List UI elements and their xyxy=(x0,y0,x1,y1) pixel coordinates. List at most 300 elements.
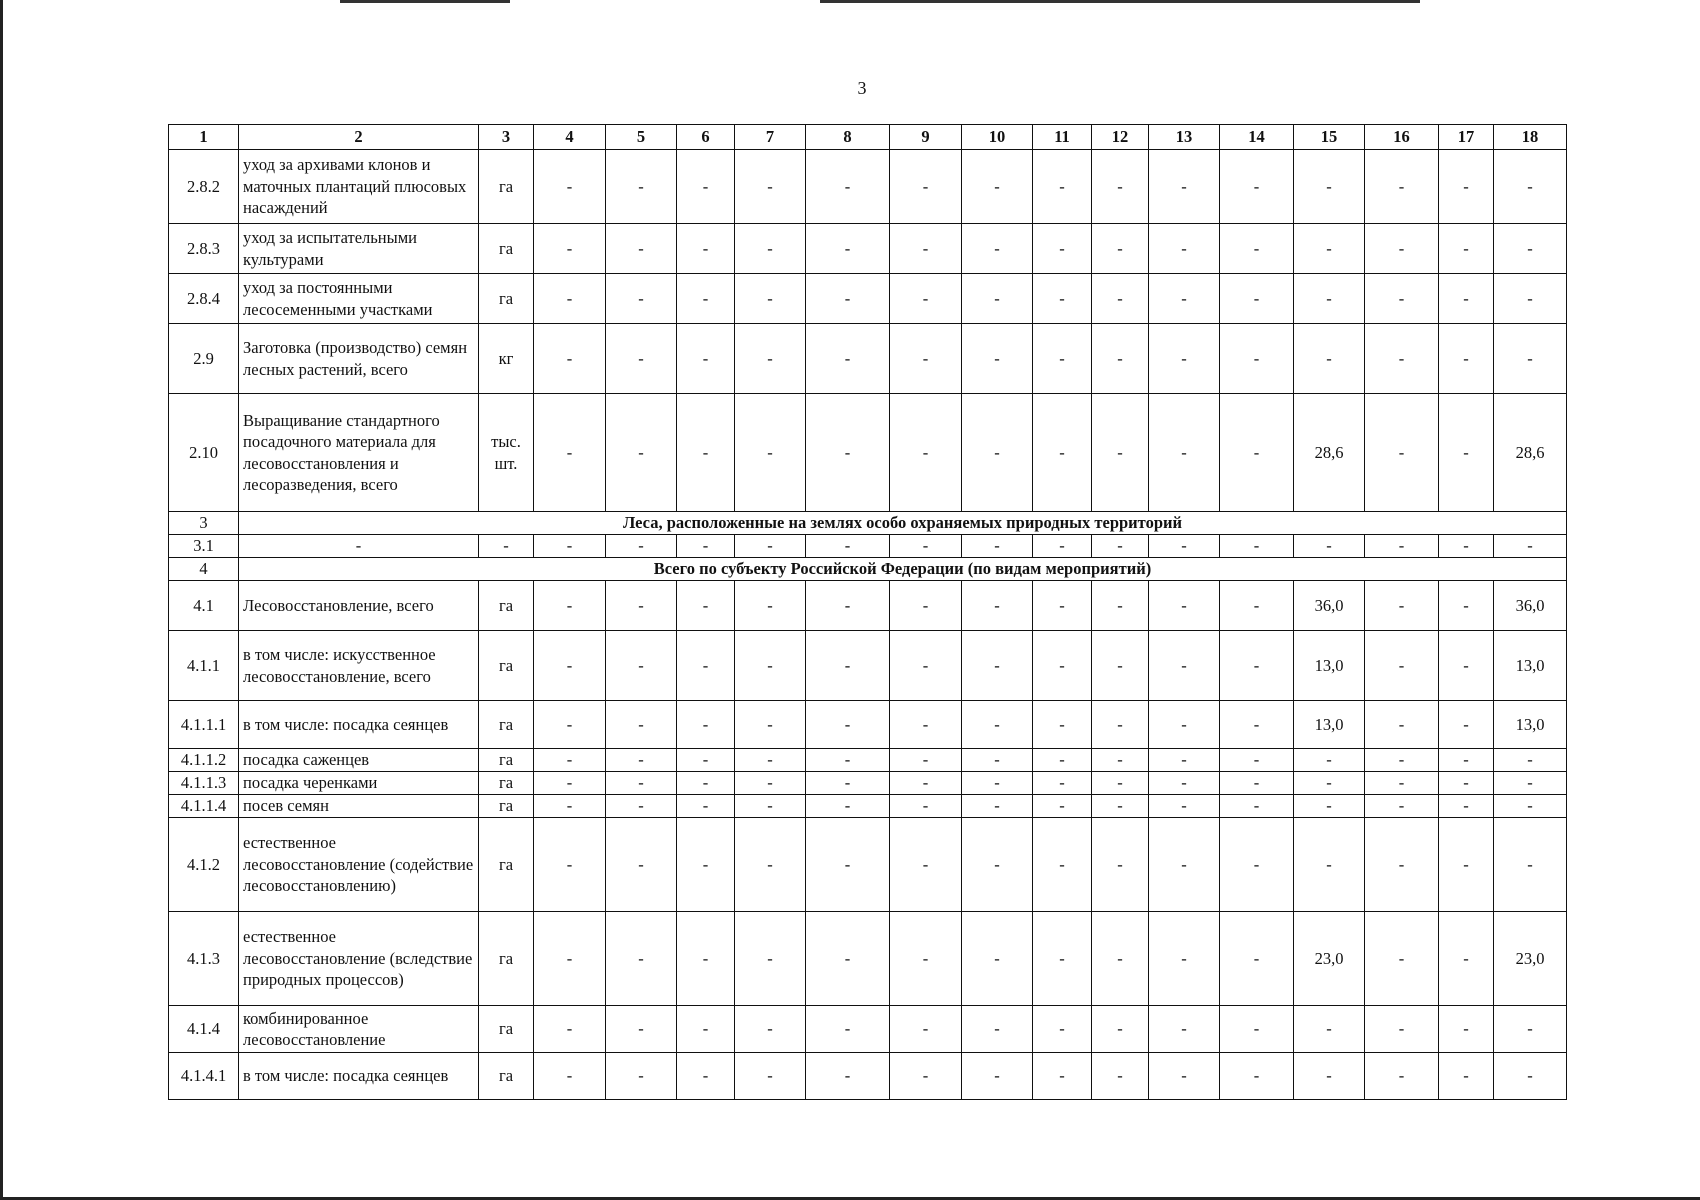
value-cell: - xyxy=(1220,581,1294,631)
measure-name: Лесовосстановление, всего xyxy=(239,581,479,631)
value-cell: - xyxy=(677,224,735,274)
measure-name: Выращивание стандартного посадочного материала для лесовосстановления и лесоразведения, всего xyxy=(239,394,479,512)
measure-name: естественное лесовосстановление (содействие лесовосстановлению) xyxy=(239,818,479,912)
measure-name: посев семян xyxy=(239,795,479,818)
row-number: 4.1.4 xyxy=(169,1006,239,1053)
value-cell: - xyxy=(1439,912,1494,1006)
column-number-header-cell: 1 xyxy=(169,125,239,150)
value-cell: - xyxy=(806,749,890,772)
value-cell: - xyxy=(1220,274,1294,324)
value-cell: - xyxy=(735,818,806,912)
value-cell: - xyxy=(890,631,962,701)
value-cell: - xyxy=(1092,394,1149,512)
value-cell: - xyxy=(962,394,1033,512)
value-cell: - xyxy=(890,1006,962,1053)
unit-cell: га xyxy=(479,749,534,772)
scan-artifact xyxy=(340,0,510,3)
value-cell: - xyxy=(1033,818,1092,912)
table-body xyxy=(169,150,1567,1100)
scan-artifact xyxy=(820,0,1420,3)
value-cell: - xyxy=(1220,394,1294,512)
value-cell: - xyxy=(1149,581,1220,631)
value-cell: - xyxy=(1365,1053,1439,1100)
value-cell: - xyxy=(1220,818,1294,912)
row-number: 2.9 xyxy=(169,324,239,394)
value-cell: - xyxy=(1092,772,1149,795)
value-cell: - xyxy=(890,150,962,224)
value-cell: - xyxy=(1033,224,1092,274)
row-number: 4.1.2 xyxy=(169,818,239,912)
value-cell: - xyxy=(1294,818,1365,912)
column-number-header-cell: 10 xyxy=(962,125,1033,150)
value-cell: - xyxy=(1365,912,1439,1006)
value-cell: - xyxy=(534,818,606,912)
row-number: 2.10 xyxy=(169,394,239,512)
forest-measures-table xyxy=(168,124,1567,1100)
value-cell: - xyxy=(1294,324,1365,394)
column-number-header-cell: 12 xyxy=(1092,125,1149,150)
value-cell: - xyxy=(606,394,677,512)
value-cell: - xyxy=(1092,581,1149,631)
column-number-header xyxy=(169,125,1567,150)
value-cell: - xyxy=(1365,749,1439,772)
measure-name: посадка саженцев xyxy=(239,749,479,772)
value-cell: - xyxy=(1294,274,1365,324)
value-cell: - xyxy=(1365,274,1439,324)
value-cell: 13,0 xyxy=(1294,701,1365,749)
column-number-header-cell: 14 xyxy=(1220,125,1294,150)
value-cell: - xyxy=(606,535,677,558)
table-row xyxy=(169,394,1567,512)
value-cell: 36,0 xyxy=(1494,581,1567,631)
value-cell: - xyxy=(962,324,1033,394)
value-cell: - xyxy=(1149,818,1220,912)
value-cell: - xyxy=(1294,150,1365,224)
value-cell: - xyxy=(735,274,806,324)
column-number-header-cell: 9 xyxy=(890,125,962,150)
column-number-header-cell: 13 xyxy=(1149,125,1220,150)
value-cell: - xyxy=(1033,150,1092,224)
value-cell: - xyxy=(962,631,1033,701)
value-cell: - xyxy=(1092,1006,1149,1053)
unit-cell: га xyxy=(479,701,534,749)
value-cell: - xyxy=(1149,772,1220,795)
value-cell: - xyxy=(890,701,962,749)
value-cell: - xyxy=(677,324,735,394)
unit-cell: га xyxy=(479,795,534,818)
value-cell: - xyxy=(962,581,1033,631)
value-cell: - xyxy=(735,749,806,772)
value-cell: - xyxy=(1365,701,1439,749)
value-cell: - xyxy=(1033,912,1092,1006)
unit-cell: га xyxy=(479,1006,534,1053)
unit-cell: га xyxy=(479,581,534,631)
value-cell: - xyxy=(534,1053,606,1100)
value-cell: - xyxy=(606,324,677,394)
value-cell: - xyxy=(735,224,806,274)
unit-cell: тыс. шт. xyxy=(479,394,534,512)
value-cell: - xyxy=(606,912,677,1006)
table-row xyxy=(169,772,1567,795)
value-cell: - xyxy=(1439,1053,1494,1100)
value-cell: - xyxy=(1033,749,1092,772)
value-cell: - xyxy=(1439,795,1494,818)
row-number: 4.1 xyxy=(169,581,239,631)
row-number: 4.1.1 xyxy=(169,631,239,701)
value-cell: - xyxy=(962,818,1033,912)
value-cell: - xyxy=(806,274,890,324)
measure-name: уход за постоянными лесосеменными участками xyxy=(239,274,479,324)
table-row xyxy=(169,274,1567,324)
value-cell: - xyxy=(677,795,735,818)
value-cell: - xyxy=(1033,324,1092,394)
value-cell: - xyxy=(806,581,890,631)
value-cell: - xyxy=(1439,535,1494,558)
unit-cell: га xyxy=(479,912,534,1006)
column-number-header-cell: 6 xyxy=(677,125,735,150)
value-cell: - xyxy=(890,912,962,1006)
value-cell: - xyxy=(1439,150,1494,224)
value-cell: - xyxy=(1365,772,1439,795)
value-cell: - xyxy=(890,581,962,631)
value-cell: - xyxy=(534,912,606,1006)
value-cell: - xyxy=(677,631,735,701)
value-cell: - xyxy=(962,701,1033,749)
value-cell: - xyxy=(1033,795,1092,818)
value-cell: 28,6 xyxy=(1494,394,1567,512)
section-header-row xyxy=(169,558,1567,581)
value-cell: - xyxy=(1220,150,1294,224)
value-cell: - xyxy=(1439,581,1494,631)
value-cell: - xyxy=(677,581,735,631)
table-row xyxy=(169,818,1567,912)
value-cell: - xyxy=(1092,1053,1149,1100)
value-cell: - xyxy=(1294,1053,1365,1100)
value-cell: - xyxy=(1092,150,1149,224)
value-cell: - xyxy=(534,1006,606,1053)
value-cell: - xyxy=(1149,394,1220,512)
value-cell: - xyxy=(1149,795,1220,818)
value-cell: - xyxy=(806,912,890,1006)
value-cell: - xyxy=(1220,1006,1294,1053)
value-cell: - xyxy=(1092,818,1149,912)
value-cell: - xyxy=(1439,224,1494,274)
value-cell: - xyxy=(735,535,806,558)
value-cell: - xyxy=(1294,772,1365,795)
value-cell: - xyxy=(677,535,735,558)
value-cell: - xyxy=(1149,701,1220,749)
value-cell: - xyxy=(962,772,1033,795)
value-cell: - xyxy=(1365,818,1439,912)
value-cell: - xyxy=(1365,224,1439,274)
value-cell: - xyxy=(1220,1053,1294,1100)
value-cell: - xyxy=(806,535,890,558)
value-cell: - xyxy=(806,818,890,912)
table-row xyxy=(169,631,1567,701)
value-cell: - xyxy=(1220,701,1294,749)
value-cell: - xyxy=(1294,795,1365,818)
value-cell: - xyxy=(890,1053,962,1100)
value-cell: - xyxy=(534,224,606,274)
measure-name: в том числе: искусственное лесовосстановление, всего xyxy=(239,631,479,701)
value-cell: - xyxy=(1092,274,1149,324)
value-cell: - xyxy=(1439,274,1494,324)
row-number: 2.8.4 xyxy=(169,274,239,324)
row-number: 4.1.1.3 xyxy=(169,772,239,795)
value-cell: - xyxy=(1439,701,1494,749)
value-cell: - xyxy=(1365,324,1439,394)
value-cell: - xyxy=(534,701,606,749)
table-row xyxy=(169,795,1567,818)
value-cell: - xyxy=(806,224,890,274)
table-row xyxy=(169,912,1567,1006)
table-row xyxy=(169,701,1567,749)
table-row xyxy=(169,324,1567,394)
value-cell: - xyxy=(1494,818,1567,912)
value-cell: - xyxy=(1365,631,1439,701)
column-number-header-cell: 5 xyxy=(606,125,677,150)
value-cell: 36,0 xyxy=(1294,581,1365,631)
value-cell: - xyxy=(606,581,677,631)
value-cell: - xyxy=(1294,224,1365,274)
value-cell: - xyxy=(1439,324,1494,394)
value-cell: - xyxy=(735,631,806,701)
value-cell: - xyxy=(677,1006,735,1053)
value-cell: - xyxy=(1149,1053,1220,1100)
value-cell: - xyxy=(1439,749,1494,772)
value-cell: - xyxy=(806,150,890,224)
value-cell: - xyxy=(890,749,962,772)
row-number: 4.1.1.2 xyxy=(169,749,239,772)
value-cell: - xyxy=(1033,274,1092,324)
value-cell: - xyxy=(534,581,606,631)
table-row xyxy=(169,150,1567,224)
value-cell: - xyxy=(890,818,962,912)
measure-name: комбинированное лесовосстановление xyxy=(239,1006,479,1053)
table-row xyxy=(169,224,1567,274)
value-cell: - xyxy=(534,394,606,512)
value-cell: - xyxy=(962,749,1033,772)
value-cell: - xyxy=(1220,772,1294,795)
value-cell: - xyxy=(1494,274,1567,324)
row-number: 4 xyxy=(169,558,239,581)
value-cell: - xyxy=(677,772,735,795)
value-cell: - xyxy=(534,795,606,818)
value-cell: - xyxy=(890,535,962,558)
value-cell: 23,0 xyxy=(1294,912,1365,1006)
value-cell: - xyxy=(606,631,677,701)
table-row xyxy=(169,1053,1567,1100)
value-cell: - xyxy=(1365,1006,1439,1053)
value-cell: - xyxy=(1220,749,1294,772)
column-number-header-cell: 17 xyxy=(1439,125,1494,150)
value-cell: - xyxy=(606,701,677,749)
value-cell: - xyxy=(735,581,806,631)
column-number-header-cell: 8 xyxy=(806,125,890,150)
value-cell: - xyxy=(806,1006,890,1053)
value-cell: - xyxy=(534,772,606,795)
value-cell: - xyxy=(1494,749,1567,772)
value-cell: - xyxy=(1294,749,1365,772)
value-cell: - xyxy=(962,150,1033,224)
row-number: 2.8.3 xyxy=(169,224,239,274)
value-cell: - xyxy=(534,749,606,772)
value-cell: - xyxy=(1294,535,1365,558)
value-cell: - xyxy=(1149,1006,1220,1053)
unit-cell: га xyxy=(479,772,534,795)
value-cell: - xyxy=(1220,795,1294,818)
unit-cell: га xyxy=(479,1053,534,1100)
value-cell: - xyxy=(1365,795,1439,818)
value-cell: 13,0 xyxy=(1494,701,1567,749)
value-cell: - xyxy=(1439,772,1494,795)
measure-name: естественное лесовосстановление (вследствие природных процессов) xyxy=(239,912,479,1006)
value-cell: - xyxy=(735,1053,806,1100)
value-cell: - xyxy=(1149,150,1220,224)
value-cell: - xyxy=(962,274,1033,324)
row-number: 3.1 xyxy=(169,535,239,558)
value-cell: - xyxy=(890,795,962,818)
value-cell: - xyxy=(534,274,606,324)
value-cell: - xyxy=(806,1053,890,1100)
measure-name: в том числе: посадка сеянцев xyxy=(239,1053,479,1100)
column-number-header-cell: 15 xyxy=(1294,125,1365,150)
value-cell: 28,6 xyxy=(1294,394,1365,512)
unit-cell: кг xyxy=(479,324,534,394)
value-cell: - xyxy=(735,701,806,749)
value-cell: - xyxy=(735,394,806,512)
value-cell: - xyxy=(606,1053,677,1100)
value-cell: - xyxy=(1092,749,1149,772)
table-row xyxy=(169,749,1567,772)
value-cell: - xyxy=(735,324,806,394)
value-cell: - xyxy=(606,274,677,324)
row-number: 4.1.1.4 xyxy=(169,795,239,818)
value-cell: - xyxy=(1092,701,1149,749)
value-cell: - xyxy=(1220,324,1294,394)
table-row xyxy=(169,535,1567,558)
value-cell: - xyxy=(1220,631,1294,701)
value-cell: 23,0 xyxy=(1494,912,1567,1006)
value-cell: - xyxy=(606,1006,677,1053)
value-cell: - xyxy=(735,1006,806,1053)
value-cell: - xyxy=(606,818,677,912)
value-cell: - xyxy=(1149,912,1220,1006)
value-cell: - xyxy=(1365,535,1439,558)
value-cell: - xyxy=(1365,150,1439,224)
unit-cell: га xyxy=(479,818,534,912)
value-cell: - xyxy=(1092,535,1149,558)
value-cell: - xyxy=(735,150,806,224)
value-cell: - xyxy=(1033,394,1092,512)
value-cell: - xyxy=(962,795,1033,818)
value-cell: - xyxy=(1092,912,1149,1006)
column-number-header-cell: 2 xyxy=(239,125,479,150)
value-cell: - xyxy=(1220,224,1294,274)
value-cell: - xyxy=(735,912,806,1006)
value-cell: - xyxy=(534,150,606,224)
value-cell: - xyxy=(1033,772,1092,795)
unit-cell: га xyxy=(479,274,534,324)
value-cell: - xyxy=(534,535,606,558)
value-cell: - xyxy=(1294,1006,1365,1053)
row-number: 4.1.1.1 xyxy=(169,701,239,749)
value-cell: - xyxy=(534,324,606,394)
column-number-header-cell: 4 xyxy=(534,125,606,150)
value-cell: - xyxy=(677,749,735,772)
section-title: Леса, расположенные на землях особо охраняемых природных территорий xyxy=(239,512,1567,535)
table-row xyxy=(169,581,1567,631)
value-cell: - xyxy=(1494,535,1567,558)
value-cell: - xyxy=(1494,150,1567,224)
value-cell: - xyxy=(1033,1053,1092,1100)
column-number-header-cell: 16 xyxy=(1365,125,1439,150)
value-cell: - xyxy=(1494,224,1567,274)
value-cell: - xyxy=(1149,631,1220,701)
value-cell: - xyxy=(1092,795,1149,818)
value-cell: - xyxy=(677,818,735,912)
unit-cell: - xyxy=(479,535,534,558)
value-cell: - xyxy=(1092,631,1149,701)
value-cell: - xyxy=(962,1006,1033,1053)
measure-name: уход за архивами клонов и маточных плантаций плюсовых насаждений xyxy=(239,150,479,224)
page-number: 3 xyxy=(857,78,867,98)
section-title: Всего по субъекту Российской Федерации (по видам мероприятий) xyxy=(239,558,1567,581)
value-cell: - xyxy=(735,772,806,795)
section-header-row xyxy=(169,512,1567,535)
value-cell: - xyxy=(677,150,735,224)
value-cell: - xyxy=(1033,581,1092,631)
value-cell: - xyxy=(890,324,962,394)
value-cell: - xyxy=(890,772,962,795)
value-cell: - xyxy=(534,631,606,701)
value-cell: - xyxy=(1033,1006,1092,1053)
value-cell: - xyxy=(1092,324,1149,394)
table-row xyxy=(169,1006,1567,1053)
value-cell: - xyxy=(890,274,962,324)
value-cell: - xyxy=(677,912,735,1006)
row-number: 3 xyxy=(169,512,239,535)
value-cell: 13,0 xyxy=(1494,631,1567,701)
value-cell: - xyxy=(1149,274,1220,324)
value-cell: - xyxy=(1439,1006,1494,1053)
value-cell: - xyxy=(735,795,806,818)
value-cell: 13,0 xyxy=(1294,631,1365,701)
value-cell: - xyxy=(1494,1053,1567,1100)
value-cell: - xyxy=(1149,224,1220,274)
value-cell: - xyxy=(1365,394,1439,512)
value-cell: - xyxy=(677,394,735,512)
value-cell: - xyxy=(1494,795,1567,818)
row-number: 4.1.3 xyxy=(169,912,239,1006)
value-cell: - xyxy=(890,224,962,274)
value-cell: - xyxy=(806,701,890,749)
value-cell: - xyxy=(1220,535,1294,558)
value-cell: - xyxy=(962,912,1033,1006)
value-cell: - xyxy=(606,795,677,818)
measure-name: в том числе: посадка сеянцев xyxy=(239,701,479,749)
measure-name: уход за испытательными культурами xyxy=(239,224,479,274)
unit-cell: га xyxy=(479,150,534,224)
value-cell: - xyxy=(1439,394,1494,512)
value-cell: - xyxy=(606,749,677,772)
value-cell: - xyxy=(1149,535,1220,558)
value-cell: - xyxy=(606,224,677,274)
value-cell: - xyxy=(962,535,1033,558)
value-cell: - xyxy=(1439,631,1494,701)
column-number-header-cell: 7 xyxy=(735,125,806,150)
value-cell: - xyxy=(1033,701,1092,749)
